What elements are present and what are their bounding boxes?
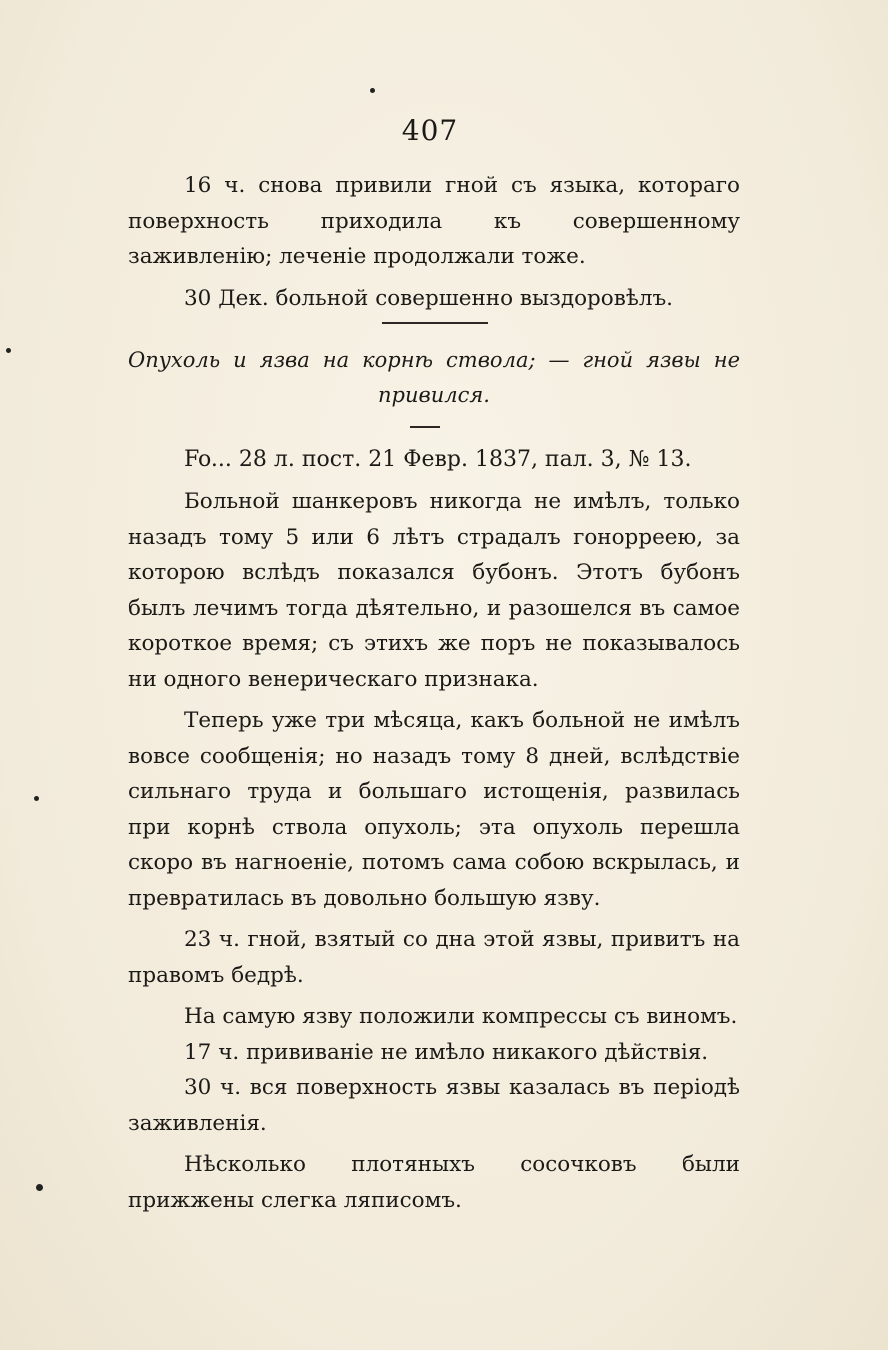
main-text-block <box>128 484 740 1218</box>
heading-underline <box>410 426 440 428</box>
paragraph: 30 ч. вся поверхность язвы казалась въ періодѣ заживленія. <box>128 1075 740 1136</box>
paragraph: 30 Дек. больной совершенно выздоровѣлъ. <box>184 285 673 311</box>
paragraph: На самую язву положили компрессы съ виномъ. <box>184 1004 738 1029</box>
paragraph: 17 ч. прививаніе не имѣло никакого дѣйствія. <box>184 1039 709 1065</box>
heading-line: привился. <box>378 383 490 407</box>
ink-speck <box>6 348 11 353</box>
page-number: 407 <box>401 114 459 147</box>
section-heading <box>128 343 740 413</box>
top-text-block <box>128 168 740 316</box>
paragraph: Нѣсколько плотяныхъ сосочковъ были прижжены слегка ляписомъ. <box>128 1152 740 1213</box>
section-divider <box>382 322 488 324</box>
paragraph: 23 ч. гной, взятый со дна этой язвы, привитъ на правомъ бедрѣ. <box>128 927 740 988</box>
paragraph: Теперь уже три мѣсяца, какъ больной не имѣлъ вовсе сообщенія; но назадъ тому 8 дней, вслѣдствіе сильнаго труда и большаго истощенія, развилась при корнѣ ствола опухоль; эта опухоль перешла скоро въ нагноеніе, потомъ сама собою вскрылась, и превратилась въ довольно большую язву. <box>128 708 740 911</box>
ink-speck <box>34 796 39 801</box>
paragraph: Больной шанкеровъ никогда не имѣлъ, только назадъ тому 5 или 6 лѣтъ страдалъ гонорреею, за которою вслѣдъ показался бубонъ. Этотъ бубонъ былъ лечимъ тогда дѣятельно, и разошелся въ самое короткое время; съ этихъ же поръ не показывалось ни одного венерическаго признака. <box>128 489 740 692</box>
paragraph: 16 ч. снова привили гной съ языка, котораго поверхность приходила къ совершенному заживленію; леченіе продолжали тоже. <box>128 173 740 269</box>
heading-line: Опухоль и язва на корнѣ ствола; — гной язвы не <box>128 348 740 372</box>
ink-speck <box>36 1184 43 1191</box>
case-header: Fo... 28 л. пост. 21 Февр. 1837, пал. 3, № 13. <box>184 447 692 472</box>
ink-speck <box>370 88 375 93</box>
